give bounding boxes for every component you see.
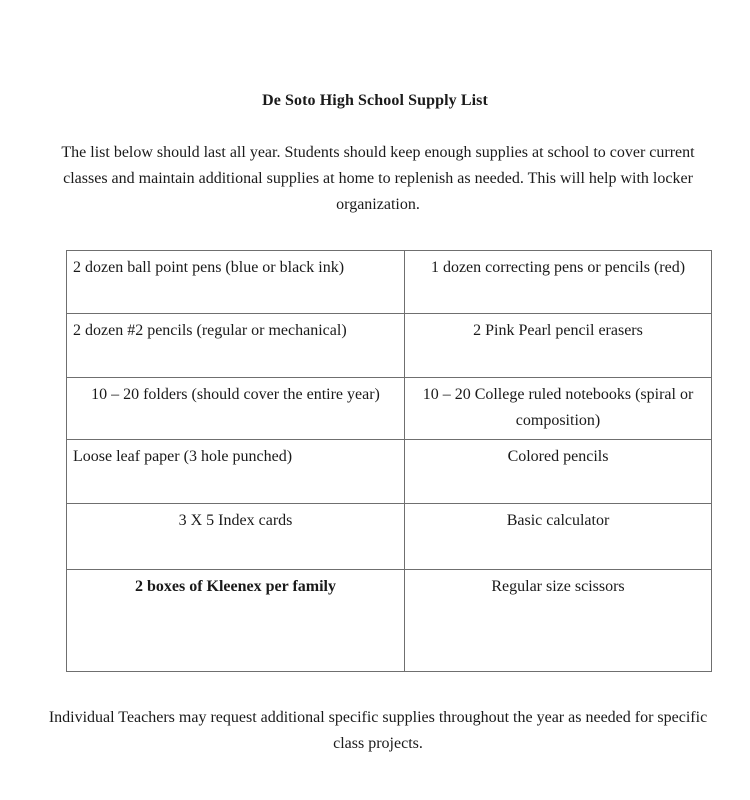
supply-cell: 2 dozen #2 pencils (regular or mechanical) xyxy=(67,314,405,378)
supply-cell: Colored pencils xyxy=(405,440,712,504)
supply-cell: 2 dozen ball point pens (blue or black ink) xyxy=(67,251,405,314)
table-row xyxy=(67,378,712,440)
table-row xyxy=(67,504,712,570)
table-row xyxy=(67,251,712,314)
supply-cell: 10 – 20 folders (should cover the entire year) xyxy=(67,378,405,440)
supply-cell: 3 X 5 Index cards xyxy=(67,504,405,570)
supply-cell: Basic calculator xyxy=(405,504,712,570)
supply-cell: Regular size scissors xyxy=(405,570,712,672)
supply-table xyxy=(66,250,712,672)
table-row xyxy=(67,314,712,378)
table-row xyxy=(67,440,712,504)
supply-cell: Loose leaf paper (3 hole punched) xyxy=(67,440,405,504)
supply-cell: 1 dozen correcting pens or pencils (red) xyxy=(405,251,712,314)
footer-note: Individual Teachers may request additional specific supplies throughout the year as needed for specific class projects. xyxy=(48,709,708,752)
supply-cell: 2 boxes of Kleenex per family xyxy=(67,570,405,672)
table-row xyxy=(67,570,712,672)
supply-cell: 10 – 20 College ruled notebooks (spiral or composition) xyxy=(405,378,712,440)
supply-cell: 2 Pink Pearl pencil erasers xyxy=(405,314,712,378)
document-title: De Soto High School Supply List xyxy=(262,92,488,109)
intro-paragraph: The list below should last all year. Students should keep enough supplies at school to cover current classes and maintain additional supplies at home to replenish as needed. This will help with locker organization. xyxy=(61,144,695,213)
